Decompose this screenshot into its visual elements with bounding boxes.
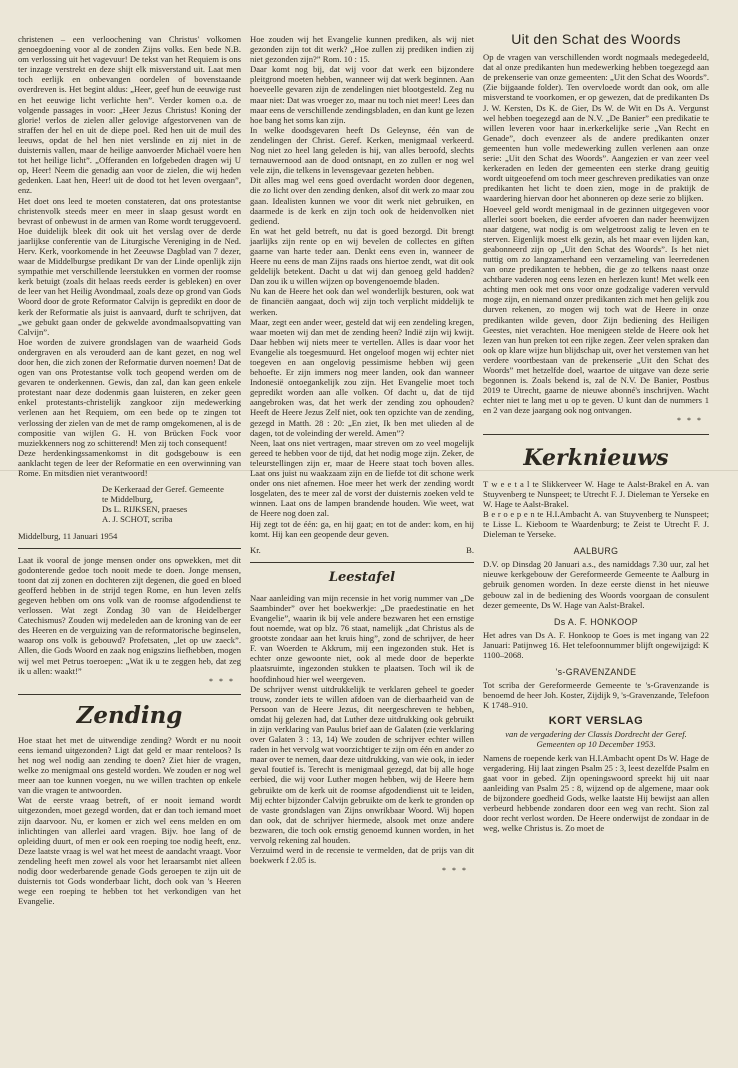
divider (18, 548, 241, 549)
article-paragraph: Dit alles mag wel eens goed overdacht worden door degenen, die zo licht over den zending denken, alsof dit werk zo maar zou gaan. Idealisten kunnen we voor dit werk niet gebruiken, en daarmede is de kerk en zijn toch ook de heidenvolken niet gediend. (250, 175, 474, 226)
article-paragraph: Neen, laat ons niet vertragen, maar streven om zo veel mogelijk gereed te hebben voor de tijd, dat het nodig moge zijn. Zeker, de teleurstellingen zijn er, maar de Heere staat toch boven alles. Laat ons juist nu waakzaam zijn en de liefde tot dit schone werk onder ons niet afnemen. Hoe meer het werk der zending wordt losgelaten, des te meer zal de vorst der duisternis zoeken veld te winnen. Laat ons de lampen brandende houden. Wie weet, wat de Heere nog doen zal. (250, 437, 474, 519)
section-heading-kerknieuws: Kerknieuws (523, 444, 669, 471)
article-paragraph: De schrijver wenst uitdrukkelijk te verklaren geheel te goeder trouw, zonder iets te willen afdoen van de dierbaarheid van de Persoon van de Heere Jezus, dit neergeschreven te hebben, omdat hij gelezen had, dat Luther deze uitdrukking ook gebruikt in zijn verklaring van Paulus brief aan de Galaten (zie verklaring over Galaten 3 : 13, 14) We zouden de schrijver echter willen raden in het vervolg wat voorzichtiger te zijn om één en ander zo maar over te nemen, daar deze uitdrukking, van wie ook, in ieder geval foutief is. Terecht is menigmaal gezegd, dat bij alle hoge eerbied, die wij voor Luther mogen hebben, wij de Heere hem gebruikte om de kerk uit de roomse afgodendienst uit te leiden, Mij echter bijzonder Calvijn gebruikte om de kerk te gronden op de vaste grondslagen van Zijns onwrikbaar Woord. Wij hopen dan ook, dat de schrijver hiermede, alsook met onze andere bezwaren, die toch ook ernstig genoemd kunnen worden, in het vervolg rekening zal houden. (250, 683, 474, 846)
article-paragraph: En wat het geld betreft, nu dat is goed bezorgd. Dit brengt jaarlijks zijn rente op en wij bevelen de collectes en giften gaarne van harte teder aan. Denkt eens even in, wanneer de Heere nu eens de man Zijns raads ons hiertoe zendt, wat dit ook geldelijk betekent. Dacht u dat wij dan genoeg geld hadden? Dan zou ik u willen wijzen op bovengenoemde bladen. (250, 225, 474, 287)
article-paragraph: Hoe staat het met de uitwendige zending? Wordt er nu nooit eens iemand uitgezonden? Ligt dat geld er maar renteloos? Is het nog wel nodig aan zending te doen? Ziet hier de vragen, welke zo menigmaal ons gesteld worden. We zouden er nog wel meer aan toe kunnen voegen, nu we willen trachten op enkele van die vragen te antwoorden. (18, 734, 241, 796)
article-paragraph: Daar komt nog bij, dat wij voor dat werk een bijzondere pleitgrond moeten hebben, wanneer wij dat werk beginnen. Aan hoeveelle gevaren zijn de zendelingen niet blootgesteld. Zeg nu maar niet: Dat was vroeger zo, maar nu toch niet meer! Lees dan maar eens de verschillende zendingsbladen, en dan kunt ge lezen hoe bang het soms kan zijn. (250, 64, 474, 125)
subheading-honkoop: Ds A. F. HONKOOP (553, 616, 639, 627)
article-paragraph: Maar, zegt een ander weer, gesteld dat wij een zendeling kregen, waar moeten wij dan met de zending heen? Indië zijn wij kwijt. Daar hebben wij niets meer te vertellen. Alles is daar voor het Evangelie als toegesmuurd. Het ongeloof mogen wij echter niet toegeven en aan ongelovig pessimisme hebben wij geen behoefte. Er zijn immers nog meer landen, ook dan wanneer Indonesië ontoegankelijk zou zijn. Het Evangelie moet toch gepredikt worden aan alle volken. Of dacht u, dat de tijd aangebroken was, dat het werk der zending zou ophouden? Heeft de Heere Jezus Zelf niet, ook ten opzichte van de zending, gezegd in Matth. 28 : 20: „En ziet, Ik ben met ulieden al de dagen, tot de voleinding der wereld. Amen”? (250, 316, 474, 438)
section-stars: * * * (677, 416, 703, 426)
article-paragraph: Hoeveel geld wordt menigmaal in de gezinnen uitgegeven voor allerlei soort boeken, die eerder afvoeren dan nader heenwijzen naar datgene, wat nodig is om welgetroost zalig te leven en te sterven. Eigenlijk moest elk gezin, als het maar even lijden kan, geabonneerd zijn op „Uit den Schat des Woords”. Is het niet nuttig om zo langzamerhand een verzameling van leerredenen van onze predikanten te hebben, die ge zo telkens naast onze achtbare vaderen nog eens lezen en herlezen kunt! Met welk een achting men ook met ons voor onze godzalige vaderen vervuld moge zijn, en niemand onzer predikanten zich met hen gelijk zou durven rekenen, zo mogen wij toch wat de Heere in onze predikanten wilde geven, door Zijn bediening des Heiligen Geestes, niet verachten. Hoe menigeen stelde de Heere ook het lezen van hun preken tot een rijke zegen. Zeer velen spraken dan ook op klare wijze hun blijdschap uit, over het verstemen van het verdere voortbestaan van de prekenserie „Uit den Schat des Woords” met hetzelfde doel, waartoe de uitgave van deze serie begonnen is. Zoals bekend is, zal de N.V. De Banier, Postbus 2019 te Utrecht, gaarne de nieuwe abonné's inschrijven. Wacht echter niet te lang met u op te geven. U kunt dan de nummers 1 en 2 van deze jaargang ook nog ontvangen. (483, 203, 709, 416)
section-heading-kort-verslag: KORT VERSLAG (548, 715, 644, 728)
article-paragraph: Hij zegt tot de één: ga, en hij gaat; en tot de ander: kom, en hij komt. Hij kan een geopende deur geven. (250, 518, 474, 539)
signature-line: Ds L. RIJKSEN, praeses (102, 504, 188, 515)
divider (250, 562, 474, 563)
divider (483, 434, 709, 435)
section-heading-zending: Zending (76, 701, 183, 729)
article-paragraph: Het adres van Ds A. F. Honkoop te Goes is met ingang van 22 Januari: Patijnweg 16. Het telefoonnummer blijft ongewijzigd: K 1100–2068. (483, 629, 709, 660)
section-heading-schat: Uit den Schat des Woords (511, 31, 681, 47)
article-paragraph: Tot scriba der Gereformeerde Gemeente te 's-Gravenzande is benoemd de heer Joh. Koster, Zijdijk 9, 's-Gravenzande, Telefoon K 1748–910. (483, 680, 709, 711)
section-stars: * * * (209, 676, 235, 686)
divider (18, 694, 241, 695)
kort-verslag-subtitle: van de vergadering der Classis Dordrecht der Geref. (505, 728, 687, 739)
column-right (483, 31, 709, 834)
column-left (18, 34, 241, 906)
article-paragraph: Hoe zouden wij het Evangelie kunnen prediken, als wij niet gezonden zijn tot dit werk? „Hoe zullen zij prediken indien zij niet gezonden zijn?” Rom. 10 : 15. (250, 34, 474, 65)
article-paragraph: T w e e t a l te Slikkerveer W. Hage te Aalst-Brakel en A. van Stuyvenberg te Nunspeet; te Utrecht F. J. Dieleman te Yerseke en W. Hage te Aalst-Brakel. (483, 478, 709, 509)
signature-line: De Kerkeraad der Geref. Gemeente (102, 484, 224, 495)
initials-kr: Kr. (250, 544, 261, 555)
article-paragraph: In welke doodsgevaren heeft Ds Geleynse, één van de zendelingen der Christ. Geref. Kerken, menigmaal verkeerd. Nog niet zo heel lang geleden is hij, van alles beroofd, slechts ternauwernood aan de dood ontsnapt, en zo zullen er nog wel vele zijn, die telkens in levensgevaar gezeten hebben. (250, 124, 474, 176)
article-paragraph: Laat ik vooral de jonge mensen onder ons opwekken, met dit godonterende gedoe toch nooit mede te doen. Jonge mensen, toont dat zij zonen en dochteren zijt degenen, die goed en bloed geofferd hebben in de strijd tegen Rome, en hun leven zelfs gegeven hebben om ons volk van de roomse afgodendienst te verlossen. Wat zegt Zondag 30 van de Heidelberger Catechismus? Zouden wij medeleden aan de kroning van de eer des Heeren en de verguizing van de reformatorische beginselen, waarop ons volk is gebouwd? Profetsaten, „let op uw zaeck”. Allen, die Gods Woord en zaak nog enigszins liefhebben, mogen wij wel met Petrus toeroepen: „Wat ik u te zeggen heb, dat zeg ik u allen: waakt!” (18, 554, 241, 676)
article-paragraph: Namens de roepende kerk van H.I.Ambacht opent Ds W. Hage de vergadering. Hij laat zingen Psalm 25 : 3, leest dezelfde Psalm en gaat voor in gebed. Zijn openingswoord spreekt hij uit naar aanleiding van Psalm 25 : 8, wijzend op de algemene, maar ook de bijzondere goedheid Gods, welke laatste Hij bewijst aan allen verbeurd hebbende zondaren door een weg van recht. Sion zal door recht verlost worden. De Heere onderwijst de zondaar in de weg, welke Christus is. Zo moet de (483, 752, 709, 834)
initials-b: B. (466, 544, 474, 555)
article-paragraph: Het doet ons leed te moeten constateren, dat ons protestantse christenvolk steeds meer en meer in slaap gesust wordt en bevrast of onbewust in de armen van Rome wordt teruggevoerd. Hoe duidelijk bleek dit ook uit het verslag over de derde jaarlijkse conferentie van de Liturgische Vereniging in de Ned. Herv. Kerk, voorkomende in het Zeeuwse Dagblad van 7 dezer, waar de Middelburgse predikant Dr van der Linde openlijk zijn sympathie met verschillende leerstukken en vormen der roomse kerk betuigt (zoals dit helaas reeds eerder is gebleken) en over de leer van het Heilig Avondmaal, zoals deze op grond van Gods Woord door de grote Reformator Calvijn is gepredikt en door de kerk der Reformatie als juist is aanvaard, durft te schrijven, dat „we gebukt gaan onder de gekwelde avondmaalsopvatting van Calvijn”. (18, 195, 241, 337)
subheading-aalburg: AALBURG (573, 546, 619, 557)
article-paragraph: Hoe worden de zuivere grondslagen van de waarheid Gods ondergraven en als verouderd aan de kant gezet, en nog wel door hen, die zich zonen der Reformatie durven noemen! Dat de ogen van ons Protestantse volk toch geopend werden om de gevaren te onderkennen. Gewis, dan zal, dan kan geen enkele protestant naar deze dodenmis gaan luisteren, en zeker geen enkel protestants-christelijk zangkoor zijn medewerking verlenen aan het Requiem, om een bede op te zingen tot verlossing der zielen van de met de ramp omgekomenen, al is de compositie van wijlen G. H. von Brücken Fock voor muziekkenners nog zo schitterend! Men zij toch consequent! (18, 336, 241, 448)
signature-line: A. J. SCHOT, scriba (102, 514, 173, 525)
column-middle (250, 34, 474, 876)
article-paragraph: Wat de eerste vraag betreft, of er nooit iemand wordt uitgezonden, moet gezegd worden, dat er dan toch iemand moet zijn daarvoor. Nu, er komen er zich wel eens melden en om inlichtingen van allerlei aard vragen. Bijv. hoe lang of de opleiding duurt, of men er ook een roeping toe nodig heeft, enz. Deze laatste vraag is wel wat het meest de aandacht vraagt. Voor zendeling heeft men zowel als voor het leraarsambt niet alleen nodig door wederbarende genade Gods geroepen te zijn uit de duisternis tot Gods wonderbaar licht, doch ook van 's Heeren wege een roeping te hebben tot het verkondigen van het Evangelie. (18, 795, 241, 907)
article-paragraph: Naar aanleiding van mijn recensie in het vorig nummer van „De Saambinder” over het boekwerkje: „De praedestinatie en het Evangelie”, waarin ik bij vele andere bezwaren het een ernstige fout noemde, wat op blz. 76 staat, namelijk „dat Christus als de grootste zondaar aan het kruis hing”, zond de schrijver, de heer F. van Woerden te Akkrum, mij een ingezonden stuk. Het is echter onze gewoonte niet, ook al mede door de beperkte plaatsruimte, ingezonden stukken te plaatsen. Toch wil ik de hoofdinhoud hier wel weergeven. (250, 592, 474, 684)
article-paragraph: Nu kan de Heere het ook dan wel wonderlijk besturen, ook wat de financiën aangaat, doch wij zijn toch verplicht middelijk te werken. (250, 286, 474, 317)
article-paragraph: D.V. op Dinsdag 20 Januari a.s., des namiddags 7.30 uur, zal het nieuwe kerkgebouw der Gereformeerde Gemeente te Aalburg in gebruik genomen worden. In deze eerste dienst in het nieuwe gebouw zal in de bediening des Woords voorgaan de consulent dezer gemeente, Ds W. Hage van Aalst-Brakel. (483, 559, 709, 610)
article-paragraph: Op de vragen van verschillenden wordt nogmaals medegedeeld, dat al onze predikanten hun medewerking hebben toegezegd aan de prekenserie van onze gemeenten: „Uit den Schat des Woords”. (Zie bijgaande folder). Ten overvloede wordt dan ook, om alle misverstand te voorkomen, er op gewezen, dat de predikanten Ds J. W. Kersten, Ds K. de Gier, Ds W. de Wit en Ds A. Vergunst wel hebben toegezegd aan de N.V. „De Banier” een predikatie te willen leveren voor haar in.erkerkelijke serie „Van Recht en Genade”, doch evenzeer als de andere predikanten onzer gemeenten hun volle medewerking zullen verlenen aan onze serie: „Uit den Schat des Woords”. Aangezien er van zeer veel kerkeraden en leden der gemeenten een sterke drang geuitig wordt uitgeoefend om toch meer geschreven predikaties van onze predikanten het licht te doen zien, moge in de praktijk de waardering hiervan door het abonneren op deze serie zo blijken. (483, 52, 709, 204)
section-stars: * * * (442, 866, 468, 876)
kort-verslag-subtitle: Gemeenten op 10 December 1953. (536, 738, 656, 749)
signature-block (18, 484, 241, 524)
article-paragraph: Deze herdenkingssamenkomst in dit godsgebouw is een aanklacht tegen de leer der Reformatie en een overwinning van Rome. En mitsdien niet verantwoord! (18, 447, 241, 479)
article-paragraph: Verzuimd werd in de recensie te vermelden, dat de prijs van dit boekwerk f 2.05 is. (250, 845, 474, 866)
article-paragraph: christenen – een verloochening van Christus' volkomen genoegdoening voor al de zonden Zijns volks. Een bede N.B. om verlossing uit het vagevuur! De tekst van het Requiem is ons ter inzage verstrekt en deze shijt elk misverstand uit. Laat men toch eerlijk en onbevangen oordelen of bovenstaande overdreven is. Het begint aldus: „Heer, geef hun de eeuwige rust en het eeuwige licht verlichte hen”. Verder komen o.a. de volgende passages in voor: „Heer Jezus Christus! Koning der glorie! verlos de zielen aller gelovige afgestorvenen van de straffen der hel en uit de diepe poel. Red hen uit de muil des leeuws, opdat de hel hen niet verslinde en zij niet in de duisternis vallen, maar de heilige aanvoerder Michaël voere hen tot het heilige licht”. „Offeranden en lofgebeden dragen wij U op, Heer! Neem die genadig aan voor de zielen, die wij heden gedenken. Laat hen, Heer! uit de dood tot het leven overgaan”, enz. (18, 34, 241, 196)
section-heading-leestafel: Leestafel (328, 569, 396, 585)
author-initials (250, 545, 474, 555)
dateline: Middelburg, 11 Januari 1954 (18, 530, 118, 541)
article-paragraph: B e r o e p e n te H.I.Ambacht A. van Stuyvenberg te Nunspeet; te Lisse L. Kieboom te Waardenburg; te Zeist te Utrecht F. J. Dieleman te Yerseke. (483, 508, 709, 540)
signature-line: te Middelburg, (102, 494, 153, 505)
subheading-gravenzande: 's-GRAVENZANDE (555, 667, 637, 678)
